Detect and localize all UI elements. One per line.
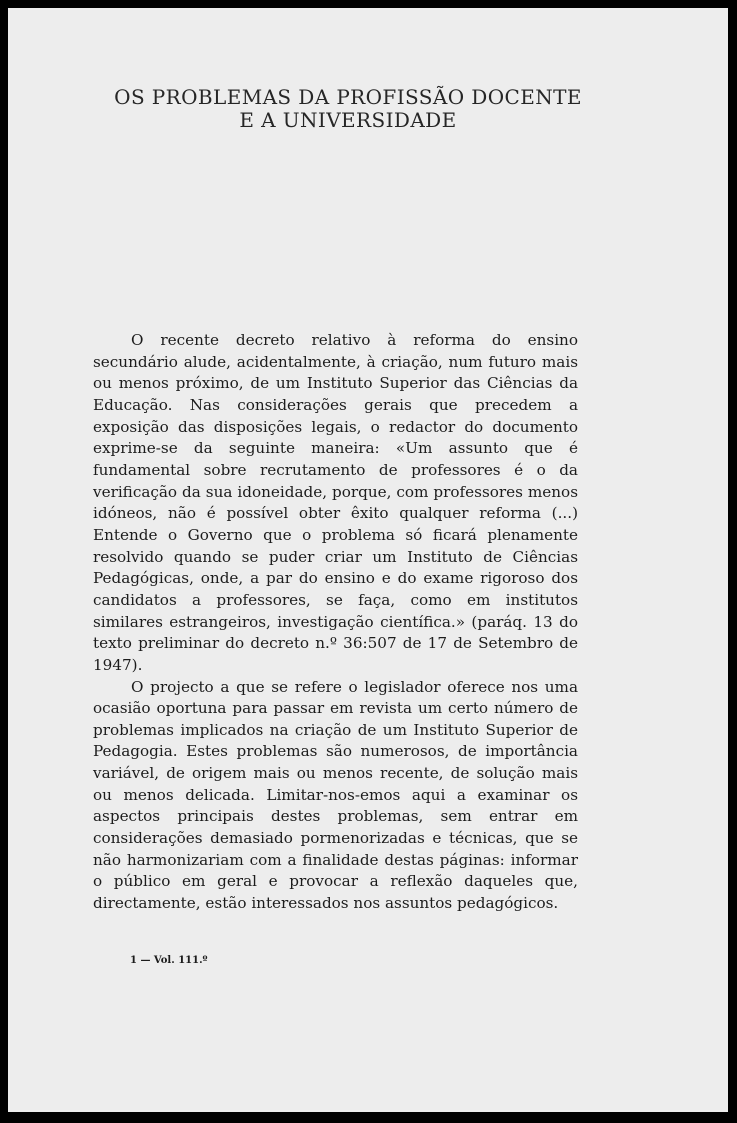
title-line-2: E A UNIVERSIDADE <box>239 108 457 132</box>
paragraph-1: O recente decreto relativo à reforma do ensino secundário alude, acidentalmente, à criação, num futuro mais ou menos próximo, de um Instituto Superior das Ciências da Educação. Nas considerações gerais que precedem a exposição das disposições legais, o redactor do documento exprime-se da seguinte maneira: «Um assunto que é fundamental sobre recrutamento de professores é o da verificação da sua idoneidade, porque, com professores menos idóneos, não é possível obter êxito qualquer reforma (...) Entende o Governo que o problema só ficará plenamente resolvido quando se puder criar um Instituto de Ciências Pedagógicas, onde, a par do ensino e do exame rigoroso dos candidatos a professores, se faça, como em institutos similares estrangeiros, investigação científica.» (paráq. 13 do texto preliminar do decreto n.º 36:507 de 17 de Setembro de 1947). <box>93 331 578 674</box>
title-line-1: OS PROBLEMAS DA PROFISSÃO DOCENTE <box>114 85 582 109</box>
paragraph-2: O projecto a que se refere o legislador oferece nos uma ocasião oportuna para passar em revista um certo número de problemas implicados na criação de um Instituto Superior de Pedagogia. Estes problemas são numerosos, de importância variável, de origem mais ou menos recente, de solução mais ou menos delicada. Limitar-nos-emos aqui a examinar os aspectos principais destes problemas, sem entrar em considerações demasiado pormenorizadas e técnicas, que se não harmonizariam com a finalidade destas páginas: informar o público em geral e provocar a reflexão daqueles que, directamente, estão interessados nos assuntos pedagógicos. <box>93 677 578 913</box>
document-page <box>8 8 728 1112</box>
page-signature: 1 — Vol. 111.º <box>130 955 208 966</box>
document-title <box>8 86 688 132</box>
body-text <box>93 330 578 915</box>
